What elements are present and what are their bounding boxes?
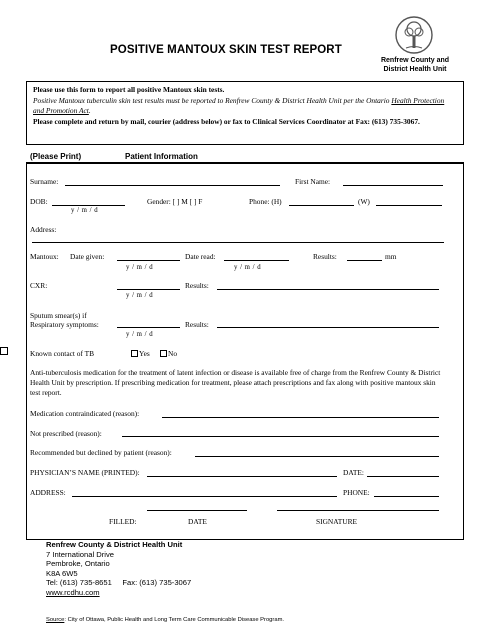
- signature-label: SIGNATURE: [316, 517, 358, 526]
- physician-address-field[interactable]: [72, 496, 337, 497]
- date-column-label: DATE: [188, 517, 207, 526]
- surname-field[interactable]: [65, 185, 280, 186]
- no-checkbox[interactable]: [160, 350, 167, 357]
- phone-home-label: Phone: (H): [249, 197, 282, 206]
- physician-phone-field[interactable]: [374, 496, 439, 497]
- patient-info-heading: Patient Information: [125, 152, 198, 161]
- not-prescribed-field[interactable]: [122, 436, 439, 437]
- org-line-2: District Health Unit: [383, 66, 447, 73]
- date-read-field[interactable]: [224, 260, 289, 261]
- physician-address-label: ADDRESS:: [30, 488, 66, 497]
- source-text: : City of Ottawa, Public Health and Long Term Care Communicable Disease Program.: [64, 617, 285, 623]
- instruction-period: .: [88, 106, 91, 115]
- phone-work-label: (W): [358, 197, 370, 206]
- address-city: Pembroke, Ontario: [46, 559, 110, 569]
- date-given-format: y / m / d: [126, 264, 154, 271]
- sputum-date-format: y / m / d: [126, 331, 154, 338]
- signature-field[interactable]: [277, 510, 439, 511]
- gender-selector[interactable]: Gender: [ ] M [ ] F: [147, 197, 203, 206]
- instruction-line-2: [33, 96, 457, 116]
- date-given-label: Date given:: [70, 252, 105, 261]
- yes-checkbox[interactable]: [131, 350, 138, 357]
- physician-phone-label: PHONE:: [343, 488, 370, 497]
- declined-label: Recommended but declined by patient (reason):: [30, 448, 172, 457]
- cxr-results-field[interactable]: [217, 289, 439, 290]
- dob-field[interactable]: [52, 205, 125, 206]
- filled-date-field[interactable]: [147, 510, 247, 511]
- cxr-results-label: Results:: [185, 281, 209, 290]
- tree-logo-icon: [394, 15, 434, 55]
- instructions-box: [26, 81, 464, 145]
- instruction-line-1: Please use this form to report all positive Mantoux skin tests.: [33, 85, 225, 94]
- physician-name-field[interactable]: [147, 476, 337, 477]
- known-contact-label: Known contact of TB: [30, 349, 95, 358]
- address-label: Address:: [30, 225, 57, 234]
- page-title: POSITIVE MANTOUX SKIN TEST REPORT: [110, 44, 342, 56]
- mantoux-results-label: Results:: [313, 252, 337, 261]
- dob-label: DOB:: [30, 197, 48, 206]
- cxr-date-field[interactable]: [117, 289, 180, 290]
- first-name-label: First Name:: [295, 177, 331, 186]
- address-street: 7 International Drive: [46, 549, 114, 559]
- phone-work-field[interactable]: [376, 205, 442, 206]
- mantoux-results-field[interactable]: [347, 260, 382, 261]
- date-read-label: Date read:: [185, 252, 216, 261]
- address-postal: K8A 6W5: [46, 568, 78, 578]
- sputum-date-field[interactable]: [117, 327, 180, 328]
- sputum-results-label: Results:: [185, 320, 209, 329]
- margin-checkbox[interactable]: [0, 347, 8, 355]
- organization-name: [365, 56, 465, 74]
- instruction-text: Positive Mantoux tuberculin skin test results must be reported to Renfrew County & District Health Unit per the Ontario: [33, 96, 392, 105]
- sputum-label-1: Sputum smear(s) if: [30, 311, 87, 320]
- mm-unit: mm: [385, 252, 397, 261]
- health-unit-name: Renfrew County & District Health Unit: [46, 540, 183, 549]
- yes-label: Yes: [139, 349, 150, 358]
- declined-field[interactable]: [195, 456, 439, 457]
- date-given-field[interactable]: [117, 260, 180, 261]
- patient-form: [26, 163, 464, 540]
- contraindicated-label: Medication contraindicated (reason):: [30, 409, 140, 418]
- address-tel-fax: Tel: (613) 735-8651 Fax: (613) 735-3067: [46, 578, 192, 588]
- website-link[interactable]: www.rcdhu.com: [46, 587, 100, 597]
- address-field[interactable]: [32, 242, 444, 243]
- cxr-label: CXR:: [30, 281, 48, 290]
- mantoux-label: Mantoux:: [30, 252, 59, 261]
- phone-home-field[interactable]: [289, 205, 354, 206]
- contraindicated-field[interactable]: [162, 417, 439, 418]
- first-name-field[interactable]: [343, 185, 443, 186]
- source-note: [46, 617, 284, 623]
- physician-date-field[interactable]: [367, 476, 439, 477]
- cxr-date-format: y / m / d: [126, 292, 154, 299]
- filled-label: FILLED:: [109, 517, 137, 526]
- instruction-line-3: Please complete and return by mail, courier (address below) or fax to Clinical Services Coordinator at Fax: (613) 735-3067.: [33, 117, 420, 126]
- physician-date-label: DATE:: [343, 468, 364, 477]
- not-prescribed-label: Not prescribed (reason):: [30, 429, 102, 438]
- anti-tb-paragraph: Anti-tuberculosis medication for the treatment of latent infection or disease is available free of charge from the Renfrew County & District Health Unit by prescription. If prescribing medication for treatment, please attach prescriptions and fax along with positive mantoux skin test report.: [30, 368, 441, 397]
- please-print-label: (Please Print): [30, 152, 82, 161]
- sputum-label-2: Respiratory symptoms:: [30, 320, 99, 329]
- physician-name-label: PHYSICIAN’S NAME (PRINTED):: [30, 468, 140, 477]
- surname-label: Surname:: [30, 177, 59, 186]
- org-line-1: Renfrew County and: [380, 57, 450, 64]
- act-name: Health Protection and Promotion Act: [33, 96, 445, 115]
- health-unit-address: [46, 540, 191, 598]
- sputum-results-field[interactable]: [217, 327, 439, 328]
- date-read-format: y / m / d: [234, 264, 262, 271]
- dob-format: y / m / d: [71, 207, 99, 214]
- no-label: No: [168, 349, 178, 358]
- source-label: Source: [46, 617, 65, 623]
